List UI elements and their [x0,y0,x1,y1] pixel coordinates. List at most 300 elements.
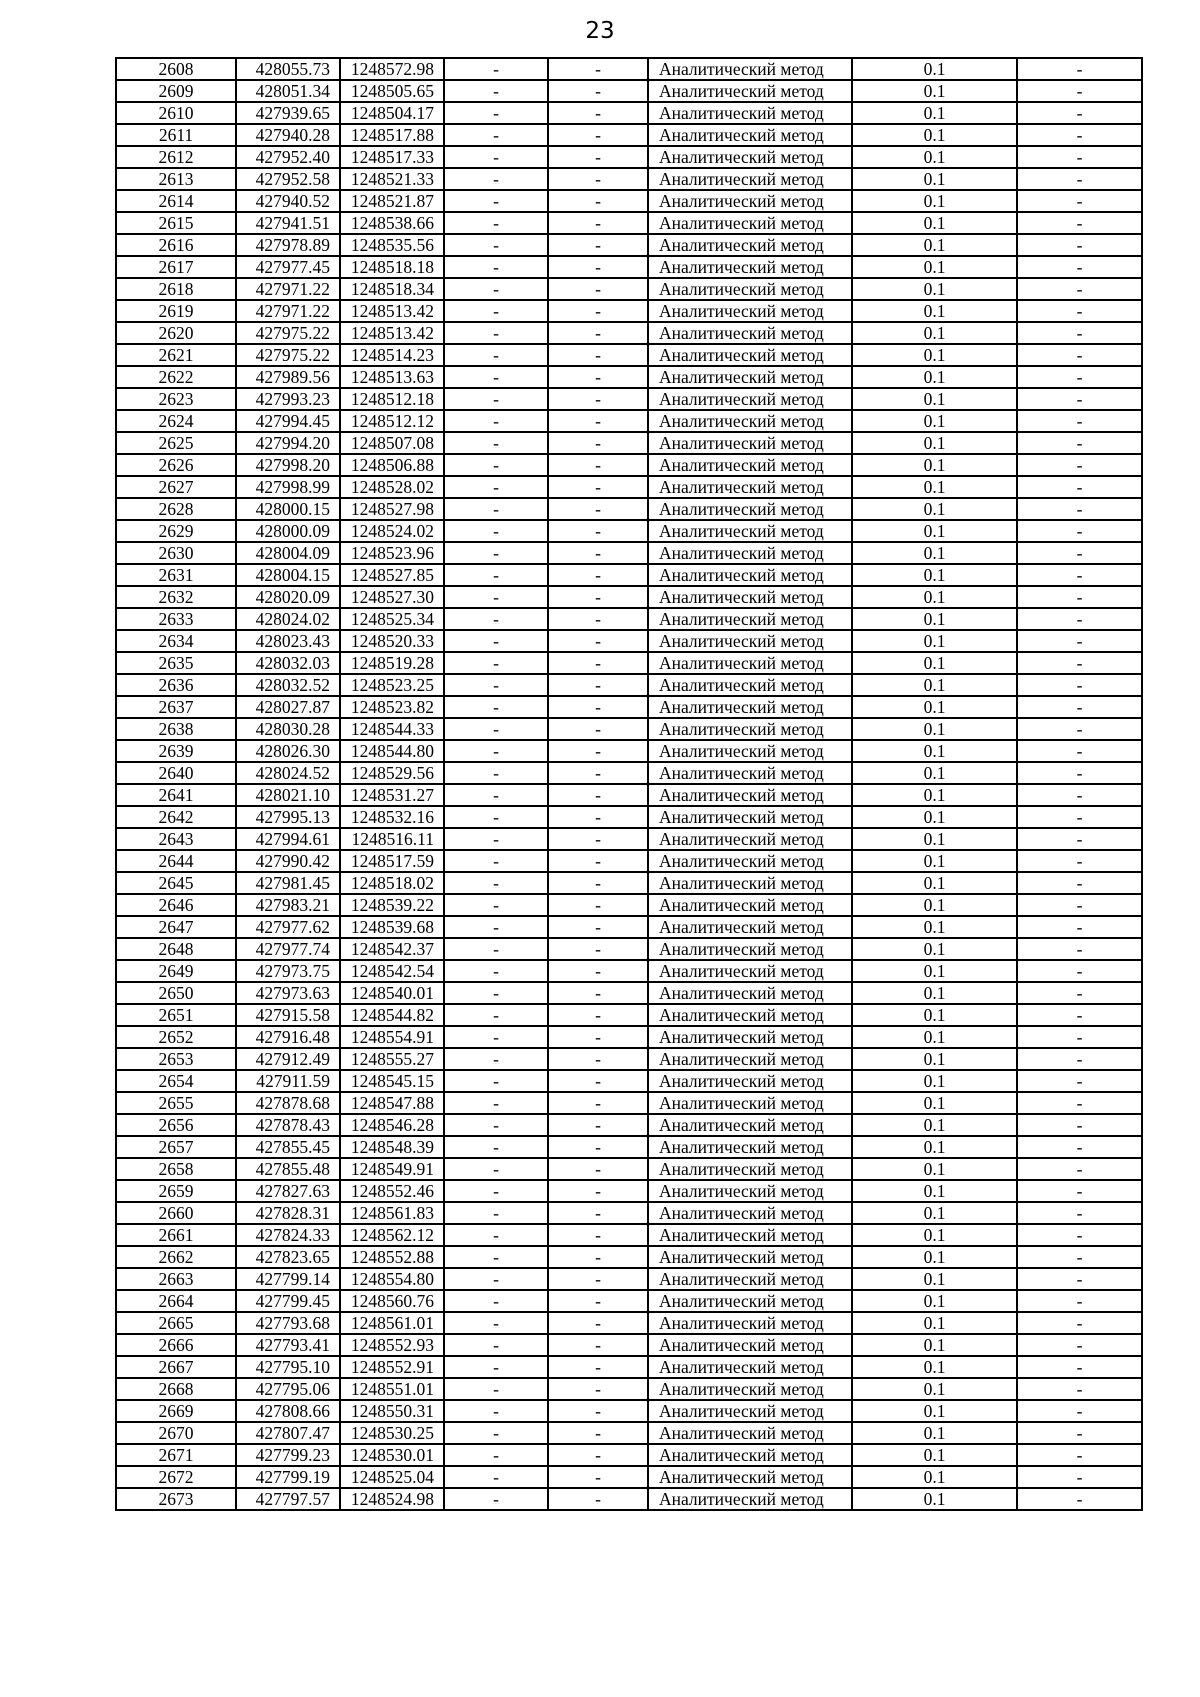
accuracy-cell: 0.1 [852,872,1017,894]
point-number-cell: 2650 [116,982,236,1004]
x-coordinate-cell: 428026.30 [236,740,340,762]
empty-value-cell: - [444,520,548,542]
empty-value-cell: - [548,1400,648,1422]
method-cell: Аналитический метод [648,916,852,938]
x-coordinate-cell: 427995.13 [236,806,340,828]
empty-value-cell: - [1017,146,1142,168]
x-coordinate-cell: 427952.40 [236,146,340,168]
empty-value-cell: - [444,58,548,80]
accuracy-cell: 0.1 [852,1224,1017,1246]
x-coordinate-cell: 428004.15 [236,564,340,586]
point-number-cell: 2671 [116,1444,236,1466]
accuracy-cell: 0.1 [852,124,1017,146]
empty-value-cell: - [444,454,548,476]
method-cell: Аналитический метод [648,982,852,1004]
point-number-cell: 2630 [116,542,236,564]
method-cell: Аналитический метод [648,784,852,806]
empty-value-cell: - [444,1312,548,1334]
table-row [116,1004,1142,1026]
empty-value-cell: - [548,762,648,784]
empty-value-cell: - [444,1092,548,1114]
method-cell: Аналитический метод [648,938,852,960]
empty-value-cell: - [548,784,648,806]
method-cell: Аналитический метод [648,498,852,520]
empty-value-cell: - [1017,190,1142,212]
empty-value-cell: - [548,1070,648,1092]
accuracy-cell: 0.1 [852,806,1017,828]
x-coordinate-cell: 427793.41 [236,1334,340,1356]
y-coordinate-cell: 1248561.83 [340,1202,444,1224]
table-row [116,322,1142,344]
x-coordinate-cell: 427983.21 [236,894,340,916]
empty-value-cell: - [1017,124,1142,146]
table-row [116,916,1142,938]
x-coordinate-cell: 428021.10 [236,784,340,806]
x-coordinate-cell: 427799.14 [236,1268,340,1290]
table-row [116,388,1142,410]
x-coordinate-cell: 427978.89 [236,234,340,256]
table-row [116,212,1142,234]
empty-value-cell: - [444,388,548,410]
y-coordinate-cell: 1248523.25 [340,674,444,696]
empty-value-cell: - [548,1048,648,1070]
point-number-cell: 2628 [116,498,236,520]
empty-value-cell: - [1017,1180,1142,1202]
method-cell: Аналитический метод [648,278,852,300]
y-coordinate-cell: 1248512.12 [340,410,444,432]
accuracy-cell: 0.1 [852,1048,1017,1070]
empty-value-cell: - [1017,454,1142,476]
table-row [116,586,1142,608]
empty-value-cell: - [444,278,548,300]
empty-value-cell: - [1017,586,1142,608]
method-cell: Аналитический метод [648,960,852,982]
empty-value-cell: - [1017,432,1142,454]
x-coordinate-cell: 428032.52 [236,674,340,696]
empty-value-cell: - [1017,784,1142,806]
y-coordinate-cell: 1248530.01 [340,1444,444,1466]
empty-value-cell: - [444,146,548,168]
y-coordinate-cell: 1248524.98 [340,1488,444,1510]
x-coordinate-cell: 427823.65 [236,1246,340,1268]
empty-value-cell: - [548,542,648,564]
y-coordinate-cell: 1248554.80 [340,1268,444,1290]
method-cell: Аналитический метод [648,674,852,696]
x-coordinate-cell: 427940.52 [236,190,340,212]
method-cell: Аналитический метод [648,1224,852,1246]
empty-value-cell: - [548,80,648,102]
accuracy-cell: 0.1 [852,190,1017,212]
empty-value-cell: - [1017,1290,1142,1312]
x-coordinate-cell: 427990.42 [236,850,340,872]
empty-value-cell: - [444,1136,548,1158]
table-row [116,58,1142,80]
method-cell: Аналитический метод [648,102,852,124]
y-coordinate-cell: 1248560.76 [340,1290,444,1312]
empty-value-cell: - [444,1202,548,1224]
y-coordinate-cell: 1248516.11 [340,828,444,850]
method-cell: Аналитический метод [648,564,852,586]
accuracy-cell: 0.1 [852,1092,1017,1114]
accuracy-cell: 0.1 [852,520,1017,542]
x-coordinate-cell: 427941.51 [236,212,340,234]
empty-value-cell: - [444,652,548,674]
table-row [116,190,1142,212]
x-coordinate-cell: 427977.62 [236,916,340,938]
table-row [116,696,1142,718]
empty-value-cell: - [548,1378,648,1400]
accuracy-cell: 0.1 [852,608,1017,630]
empty-value-cell: - [1017,564,1142,586]
point-number-cell: 2644 [116,850,236,872]
empty-value-cell: - [548,938,648,960]
accuracy-cell: 0.1 [852,410,1017,432]
empty-value-cell: - [548,1290,648,1312]
y-coordinate-cell: 1248521.33 [340,168,444,190]
table-row [116,498,1142,520]
accuracy-cell: 0.1 [852,1026,1017,1048]
empty-value-cell: - [548,916,648,938]
empty-value-cell: - [1017,740,1142,762]
x-coordinate-cell: 428004.09 [236,542,340,564]
point-number-cell: 2662 [116,1246,236,1268]
table-row [116,1026,1142,1048]
point-number-cell: 2626 [116,454,236,476]
table-row [116,872,1142,894]
accuracy-cell: 0.1 [852,696,1017,718]
empty-value-cell: - [1017,872,1142,894]
table-row [116,168,1142,190]
point-number-cell: 2643 [116,828,236,850]
accuracy-cell: 0.1 [852,1136,1017,1158]
point-number-cell: 2631 [116,564,236,586]
empty-value-cell: - [1017,608,1142,630]
x-coordinate-cell: 427878.43 [236,1114,340,1136]
empty-value-cell: - [1017,1092,1142,1114]
y-coordinate-cell: 1248517.33 [340,146,444,168]
empty-value-cell: - [444,1334,548,1356]
table-row [116,740,1142,762]
y-coordinate-cell: 1248554.91 [340,1026,444,1048]
y-coordinate-cell: 1248549.91 [340,1158,444,1180]
empty-value-cell: - [1017,1004,1142,1026]
empty-value-cell: - [444,1004,548,1026]
empty-value-cell: - [548,1026,648,1048]
empty-value-cell: - [548,168,648,190]
y-coordinate-cell: 1248512.18 [340,388,444,410]
empty-value-cell: - [548,366,648,388]
y-coordinate-cell: 1248550.31 [340,1400,444,1422]
page-number: 23 [585,18,615,44]
empty-value-cell: - [548,1488,648,1510]
x-coordinate-cell: 428030.28 [236,718,340,740]
y-coordinate-cell: 1248524.02 [340,520,444,542]
empty-value-cell: - [548,1136,648,1158]
table-row [116,674,1142,696]
x-coordinate-cell: 427977.45 [236,256,340,278]
empty-value-cell: - [1017,1158,1142,1180]
empty-value-cell: - [548,1224,648,1246]
empty-value-cell: - [444,630,548,652]
empty-value-cell: - [548,1158,648,1180]
empty-value-cell: - [444,850,548,872]
empty-value-cell: - [444,938,548,960]
empty-value-cell: - [1017,1268,1142,1290]
x-coordinate-cell: 427994.45 [236,410,340,432]
point-number-cell: 2647 [116,916,236,938]
empty-value-cell: - [444,1356,548,1378]
table-row [116,718,1142,740]
empty-value-cell: - [1017,366,1142,388]
point-number-cell: 2616 [116,234,236,256]
y-coordinate-cell: 1248514.23 [340,344,444,366]
x-coordinate-cell: 427940.28 [236,124,340,146]
method-cell: Аналитический метод [648,322,852,344]
empty-value-cell: - [548,146,648,168]
empty-value-cell: - [1017,520,1142,542]
accuracy-cell: 0.1 [852,586,1017,608]
empty-value-cell: - [444,872,548,894]
table-row [116,80,1142,102]
table-row [116,542,1142,564]
empty-value-cell: - [1017,1400,1142,1422]
empty-value-cell: - [1017,102,1142,124]
method-cell: Аналитический метод [648,410,852,432]
accuracy-cell: 0.1 [852,630,1017,652]
accuracy-cell: 0.1 [852,894,1017,916]
point-number-cell: 2635 [116,652,236,674]
accuracy-cell: 0.1 [852,938,1017,960]
empty-value-cell: - [444,300,548,322]
method-cell: Аналитический метод [648,1158,852,1180]
accuracy-cell: 0.1 [852,322,1017,344]
empty-value-cell: - [548,982,648,1004]
empty-value-cell: - [444,564,548,586]
y-coordinate-cell: 1248539.68 [340,916,444,938]
x-coordinate-cell: 427855.48 [236,1158,340,1180]
empty-value-cell: - [444,1180,548,1202]
empty-value-cell: - [444,498,548,520]
empty-value-cell: - [444,410,548,432]
y-coordinate-cell: 1248513.63 [340,366,444,388]
point-number-cell: 2636 [116,674,236,696]
empty-value-cell: - [548,432,648,454]
y-coordinate-cell: 1248517.59 [340,850,444,872]
empty-value-cell: - [548,234,648,256]
method-cell: Аналитический метод [648,696,852,718]
x-coordinate-cell: 428023.43 [236,630,340,652]
method-cell: Аналитический метод [648,1334,852,1356]
empty-value-cell: - [444,1246,548,1268]
point-number-cell: 2611 [116,124,236,146]
y-coordinate-cell: 1248513.42 [340,300,444,322]
point-number-cell: 2641 [116,784,236,806]
accuracy-cell: 0.1 [852,1400,1017,1422]
method-cell: Аналитический метод [648,1488,852,1510]
point-number-cell: 2651 [116,1004,236,1026]
accuracy-cell: 0.1 [852,542,1017,564]
point-number-cell: 2659 [116,1180,236,1202]
method-cell: Аналитический метод [648,388,852,410]
empty-value-cell: - [548,1246,648,1268]
x-coordinate-cell: 427971.22 [236,278,340,300]
table-row [116,1290,1142,1312]
accuracy-cell: 0.1 [852,1334,1017,1356]
point-number-cell: 2622 [116,366,236,388]
point-number-cell: 2656 [116,1114,236,1136]
y-coordinate-cell: 1248504.17 [340,102,444,124]
empty-value-cell: - [548,476,648,498]
y-coordinate-cell: 1248520.33 [340,630,444,652]
method-cell: Аналитический метод [648,234,852,256]
point-number-cell: 2646 [116,894,236,916]
y-coordinate-cell: 1248552.46 [340,1180,444,1202]
accuracy-cell: 0.1 [852,960,1017,982]
method-cell: Аналитический метод [648,1268,852,1290]
y-coordinate-cell: 1248532.16 [340,806,444,828]
x-coordinate-cell: 427911.59 [236,1070,340,1092]
x-coordinate-cell: 428032.03 [236,652,340,674]
y-coordinate-cell: 1248540.01 [340,982,444,1004]
table-row [116,454,1142,476]
empty-value-cell: - [1017,300,1142,322]
empty-value-cell: - [1017,256,1142,278]
accuracy-cell: 0.1 [852,1070,1017,1092]
empty-value-cell: - [444,322,548,344]
method-cell: Аналитический метод [648,1092,852,1114]
empty-value-cell: - [548,388,648,410]
coordinates-table [115,57,1143,1511]
table-row [116,828,1142,850]
x-coordinate-cell: 428027.87 [236,696,340,718]
table-row [116,476,1142,498]
empty-value-cell: - [1017,542,1142,564]
table-row [116,960,1142,982]
empty-value-cell: - [548,190,648,212]
method-cell: Аналитический метод [648,850,852,872]
x-coordinate-cell: 428055.73 [236,58,340,80]
table-row [116,1488,1142,1510]
point-number-cell: 2638 [116,718,236,740]
point-number-cell: 2625 [116,432,236,454]
accuracy-cell: 0.1 [852,1202,1017,1224]
point-number-cell: 2664 [116,1290,236,1312]
y-coordinate-cell: 1248561.01 [340,1312,444,1334]
table-row [116,894,1142,916]
point-number-cell: 2672 [116,1466,236,1488]
method-cell: Аналитический метод [648,366,852,388]
empty-value-cell: - [444,542,548,564]
y-coordinate-cell: 1248555.27 [340,1048,444,1070]
x-coordinate-cell: 427915.58 [236,1004,340,1026]
y-coordinate-cell: 1248552.91 [340,1356,444,1378]
empty-value-cell: - [1017,1422,1142,1444]
method-cell: Аналитический метод [648,872,852,894]
point-number-cell: 2614 [116,190,236,212]
method-cell: Аналитический метод [648,740,852,762]
point-number-cell: 2610 [116,102,236,124]
empty-value-cell: - [548,256,648,278]
x-coordinate-cell: 427993.23 [236,388,340,410]
empty-value-cell: - [548,410,648,432]
method-cell: Аналитический метод [648,1422,852,1444]
point-number-cell: 2612 [116,146,236,168]
method-cell: Аналитический метод [648,586,852,608]
point-number-cell: 2634 [116,630,236,652]
y-coordinate-cell: 1248527.85 [340,564,444,586]
empty-value-cell: - [1017,1312,1142,1334]
empty-value-cell: - [548,124,648,146]
method-cell: Аналитический метод [648,1400,852,1422]
table-row [116,762,1142,784]
empty-value-cell: - [548,718,648,740]
empty-value-cell: - [444,1466,548,1488]
accuracy-cell: 0.1 [852,1312,1017,1334]
accuracy-cell: 0.1 [852,146,1017,168]
accuracy-cell: 0.1 [852,212,1017,234]
y-coordinate-cell: 1248544.82 [340,1004,444,1026]
empty-value-cell: - [548,872,648,894]
x-coordinate-cell: 427912.49 [236,1048,340,1070]
empty-value-cell: - [548,498,648,520]
accuracy-cell: 0.1 [852,740,1017,762]
point-number-cell: 2632 [116,586,236,608]
empty-value-cell: - [444,1400,548,1422]
x-coordinate-cell: 428020.09 [236,586,340,608]
x-coordinate-cell: 428051.34 [236,80,340,102]
empty-value-cell: - [1017,322,1142,344]
empty-value-cell: - [548,520,648,542]
empty-value-cell: - [548,1334,648,1356]
empty-value-cell: - [444,674,548,696]
point-number-cell: 2670 [116,1422,236,1444]
empty-value-cell: - [1017,388,1142,410]
y-coordinate-cell: 1248507.08 [340,432,444,454]
accuracy-cell: 0.1 [852,278,1017,300]
accuracy-cell: 0.1 [852,300,1017,322]
empty-value-cell: - [1017,1356,1142,1378]
x-coordinate-cell: 427827.63 [236,1180,340,1202]
point-number-cell: 2668 [116,1378,236,1400]
empty-value-cell: - [1017,1048,1142,1070]
method-cell: Аналитический метод [648,146,852,168]
empty-value-cell: - [444,696,548,718]
method-cell: Аналитический метод [648,762,852,784]
y-coordinate-cell: 1248572.98 [340,58,444,80]
table-row [116,652,1142,674]
method-cell: Аналитический метод [648,806,852,828]
empty-value-cell: - [444,168,548,190]
y-coordinate-cell: 1248531.27 [340,784,444,806]
y-coordinate-cell: 1248506.88 [340,454,444,476]
empty-value-cell: - [1017,652,1142,674]
table-row [116,102,1142,124]
point-number-cell: 2618 [116,278,236,300]
x-coordinate-cell: 428024.02 [236,608,340,630]
accuracy-cell: 0.1 [852,762,1017,784]
table-row [116,1136,1142,1158]
table-row [116,1114,1142,1136]
empty-value-cell: - [444,1048,548,1070]
empty-value-cell: - [1017,982,1142,1004]
empty-value-cell: - [548,608,648,630]
empty-value-cell: - [548,740,648,762]
point-number-cell: 2669 [116,1400,236,1422]
table-row [116,1202,1142,1224]
y-coordinate-cell: 1248542.54 [340,960,444,982]
accuracy-cell: 0.1 [852,850,1017,872]
y-coordinate-cell: 1248519.28 [340,652,444,674]
